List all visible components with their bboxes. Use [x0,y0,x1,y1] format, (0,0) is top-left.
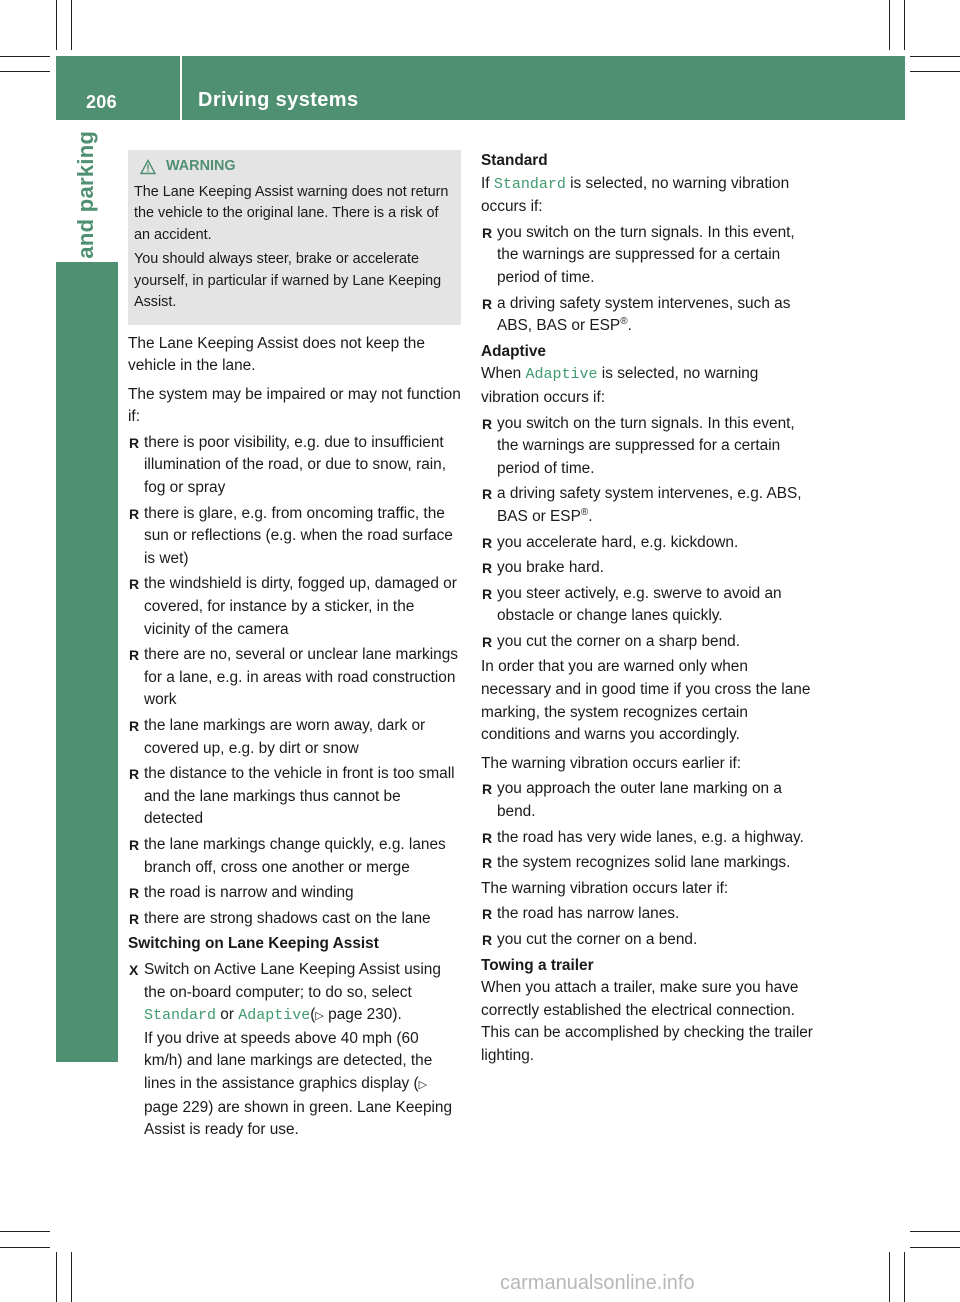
display-option-standard: Standard [493,175,566,193]
list-item: R there are strong shadows cast on the lane [128,908,461,931]
step-text: If you drive at speeds above 40 mph (60 km/h) and lane markings are detected, the lines in the assistance graphics display ( [144,1029,433,1092]
list-item: R there is poor visibility, e.g. due to insufficient illumination of the road, or due to snow, rain, fog or spray [128,432,461,500]
crop-mark [0,56,50,57]
list-item: R a driving safety system intervenes, such as ABS, BAS or ESP®. [481,293,814,338]
section-heading: Standard [481,152,548,169]
crop-mark [910,71,960,72]
section-heading: Adaptive [481,342,546,360]
crop-mark [56,1252,57,1302]
list-item: R there is glare, e.g. from oncoming traffic, the sun or reflections (e.g. when the road surface is wet) [128,503,461,571]
warning-title: WARNING [166,158,236,174]
body-paragraph [481,363,814,409]
list-item: R you cut the corner on a sharp bend. [481,631,814,654]
list-item: R the lane markings are worn away, dark or covered up, e.g. by dirt or snow [128,715,461,760]
step-text: or [220,1006,234,1024]
list-item: R you brake hard. [481,557,814,580]
list-item-text: a driving safety system intervenes, e.g. ABS, BAS or ESP [497,485,802,525]
intro-text: When [481,365,522,383]
crop-mark [0,1231,50,1232]
body-paragraph: In order that you are warned only when necessary and in good time if you cross the lane marking, the system recognizes certain conditions and warns you accordingly. [481,658,811,744]
list-item: R you steer actively, e.g. swerve to avoid an obstacle or change lanes quickly. [481,583,814,628]
list-item: R the system recognizes solid lane markings. [481,852,814,875]
list-item: R the windshield is dirty, fogged up, damaged or covered, for instance by a sticker, in the vicinity of the camera [128,573,461,641]
list-item: R the road is narrow and winding [128,882,461,905]
body-paragraph: The Lane Keeping Assist does not keep the vehicle in the lane. [128,334,425,375]
intro-text: If [481,174,490,192]
list-item: R the lane markings change quickly, e.g. lanes branch off, cross one another or merge [128,834,461,879]
crop-mark [910,56,960,57]
list-item: R the road has narrow lanes. [481,903,814,926]
side-tab-label: Driving and parking [73,130,98,343]
watermark: carmanualsonline.info [500,1272,695,1294]
list-item: R you accelerate hard, e.g. kickdown. [481,532,814,555]
section-heading: Towing a trailer [481,956,594,974]
page-number: 206 [86,92,117,112]
crop-mark [904,0,905,50]
warning-triangle-icon [140,159,156,175]
warning-header [134,156,455,178]
section-heading: Switching on Lane Keeping Assist [128,935,379,953]
crop-mark [910,1231,960,1232]
crop-mark [0,71,50,72]
crop-mark [889,1252,890,1302]
display-option-adaptive: Adaptive [525,366,598,384]
page-ref-icon: ▷ [418,1078,428,1091]
page-ref-icon: ▷ [315,1010,324,1023]
body-paragraph [481,173,814,219]
body-paragraph: The system may be impaired or may not function if: [128,385,461,426]
list-item: R you switch on the turn signals. In this event, the warnings are suppressed for a certain period of time. [481,413,814,481]
body-paragraph: The warning vibration occurs later if: [481,879,729,897]
page-header [56,56,905,120]
list-item: R a driving safety system intervenes, e.g. ABS, BAS or ESP®. [481,483,814,528]
crop-mark [71,1252,72,1302]
impairment-list [128,432,461,930]
list-item: R the distance to the vehicle in front is too small and the lane markings thus cannot be detected [128,763,461,831]
warning-box [128,150,461,325]
intro-text: is selected, no warning vibration occurs if: [481,174,790,216]
list-item-text: a driving safety system intervenes, such as ABS, BAS or ESP [497,294,791,335]
display-option-standard: Standard [144,1007,217,1025]
list-item: R there are no, several or unclear lane markings for a lane, e.g. in areas with road construction work [128,644,461,712]
body-paragraph: The warning vibration occurs earlier if: [481,754,742,772]
list-item: R you switch on the turn signals. In this event, the warnings are suppressed for a certain period of time. [481,222,814,290]
warning-paragraph: The Lane Keeping Assist warning does not return the vehicle to the original lane. There is a risk of an accident. [134,183,449,243]
header-divider [180,56,182,120]
display-option-adaptive: Adaptive [238,1007,311,1025]
crop-mark [71,0,72,50]
body-paragraph: When you attach a trailer, make sure you have correctly established the electrical connection. This can be accomplished by checking the trailer lighting. [481,979,813,1064]
list-item: R the road has very wide lanes, e.g. a highway. [481,827,814,850]
left-column [128,150,461,1145]
crop-mark [904,1252,905,1302]
crop-mark [0,1247,50,1248]
list-item: R you approach the outer lane marking on a bend. [481,778,814,823]
crop-mark [889,0,890,50]
intro-text: is selected, no warning vibration occurs if: [481,365,759,406]
warning-paragraph: You should always steer, brake or accelerate yourself, in particular if warned by Lane Keeping Assist. [134,251,442,310]
page-reference: page 229) are shown in green. Lane Keeping Assist is ready for use. [144,1098,453,1139]
page-reference: page 230). [328,1006,402,1024]
right-column [481,150,814,1068]
crop-mark [56,0,57,50]
section-title: Driving systems [198,89,359,111]
list-item: R you cut the corner on a bend. [481,929,814,952]
instruction-step: X Switch on Active Lane Keeping Assist using the on-board computer; to do so, select Standard or Adaptive(▷ page 230). If you drive at speeds above 40 mph (60 km/h) and lane markings are detected, the lines in the assistance graphics display (▷ page 229) are shown in green. Lane Keeping Assist is ready for use. [128,959,461,1142]
side-tab-color-block [56,262,118,1062]
crop-mark [910,1247,960,1248]
step-text: Switch on Active Lane Keeping Assist using the on-board computer; to do so, select [144,960,441,1001]
